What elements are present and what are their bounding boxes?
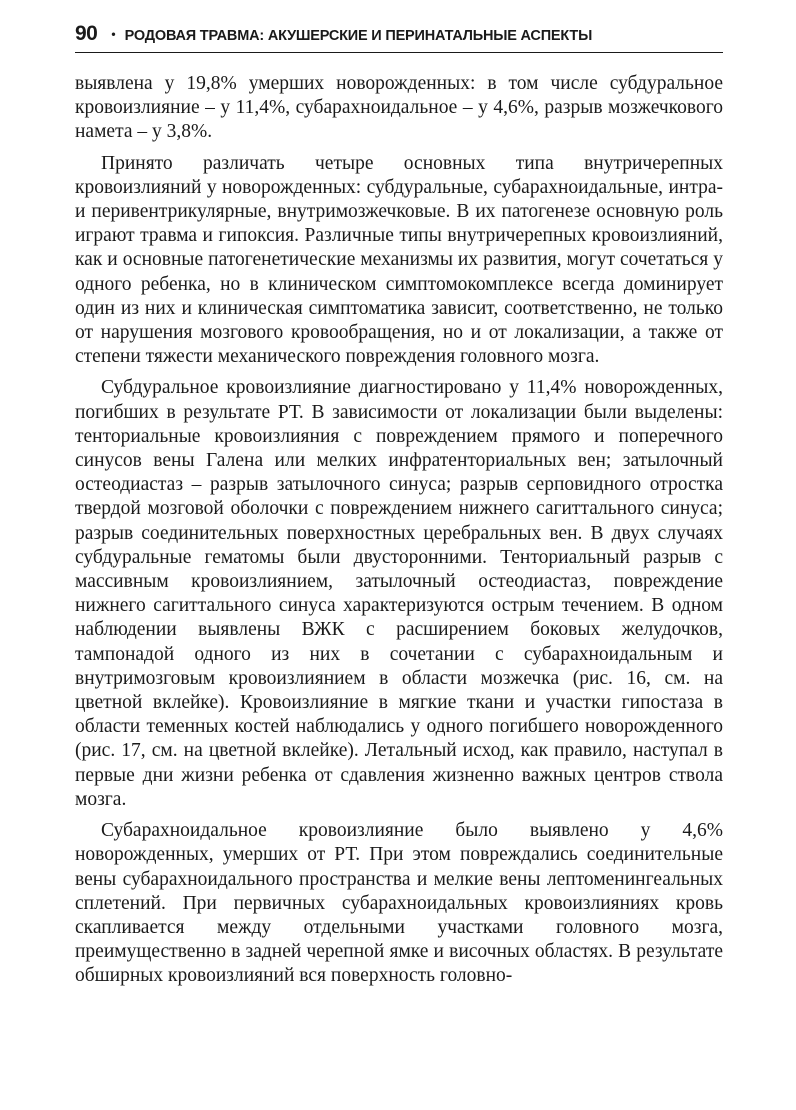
paragraph: Субдуральное кровоизлияние диагностировано у 11,4% новорожденных, погибших в результате РТ. В зависимости от локализации были выделены: тенториальные кровоизлияния с повреждением прямого и поперечного синусов вены Галена или мелких инфратенториальных вен; затылочный остеодиастаз – разрыв затылочного синуса; разрыв серповидного отростка твердой мозговой оболочки с повреждением нижнего сагиттального синуса; разрыв соединительных поверхностных церебральных вен. В двух случаях субдуральные гематомы были двусторонними. Тенториальный разрыв с массивным кровоизлиянием, затылочный остеодиастаз, повреждение нижнего сагиттального синуса характеризуются острым течением. В одном наблюдении выявлены ВЖК с расширением боковых желудочков, тампонадой одного из них в сочетании с субарахноидальным и внутримозговым кровоизлиянием в области мозжечка (рис. 16, см. на цветной вклейке). Кровоизлияние в мягкие ткани и участки гипостаза в области теменных костей наблюдались у одного погибшего новорожденного (рис. 17, см. на цветной вклейке). Летальный исход, как правило, наступал в первые дни жизни ребенка от сдавления жизненно важных центров ствола мозга. bbox=[75, 377, 723, 810]
page-number: 90 bbox=[75, 22, 98, 45]
running-head bbox=[75, 22, 723, 53]
book-page bbox=[75, 22, 723, 996]
paragraph: Принято различать четыре основных типа внутричерепных кровоизлияний у новорожденных: субдуральные, субарахноидальные, интра- и перивентрикулярные, внутримозжечковые. В их патогенезе основную роль играют травма и гипоксия. Различные типы внутричерепных кровоизлияний, как и основные патогенетические механизмы их развития, могут сочетаться у одного ребенка, но в клиническом симптомокомплексе всегда доминирует один из них и клиническая симптоматика зависит, соответственно, не только от нарушения мозгового кровообращения, но и от локализации, а также от степени тяжести механического повреждения головного мозга. bbox=[75, 152, 723, 368]
paragraph: Субарахноидальное кровоизлияние было выявлено у 4,6% новорожденных, умерших от РТ. При этом повреждались соединительные вены субарахноидального пространства и мелкие вены лептоменингеальных сплетений. При первичных субарахноидальных кровоизлияниях кровь скапливается между отдельными участками головного мозга, преимущественно в задней черепной ямке и височных областях. В результате обширных кровоизлияний вся поверхность головно- bbox=[75, 820, 723, 987]
paragraph-continuation: выявлена у 19,8% умерших новорожденных: в том числе субдуральное кровоизлияние – у 11,4%, субарахноидальное – у 4,6%, разрыв мозжечкового намета – у 3,8%. bbox=[75, 73, 723, 143]
body-text bbox=[75, 72, 723, 989]
running-title: РОДОВАЯ ТРАВМА: АКУШЕРСКИЕ И ПЕРИНАТАЛЬНЫЕ АСПЕКТЫ bbox=[124, 28, 593, 44]
bullet-separator: • bbox=[111, 27, 116, 41]
